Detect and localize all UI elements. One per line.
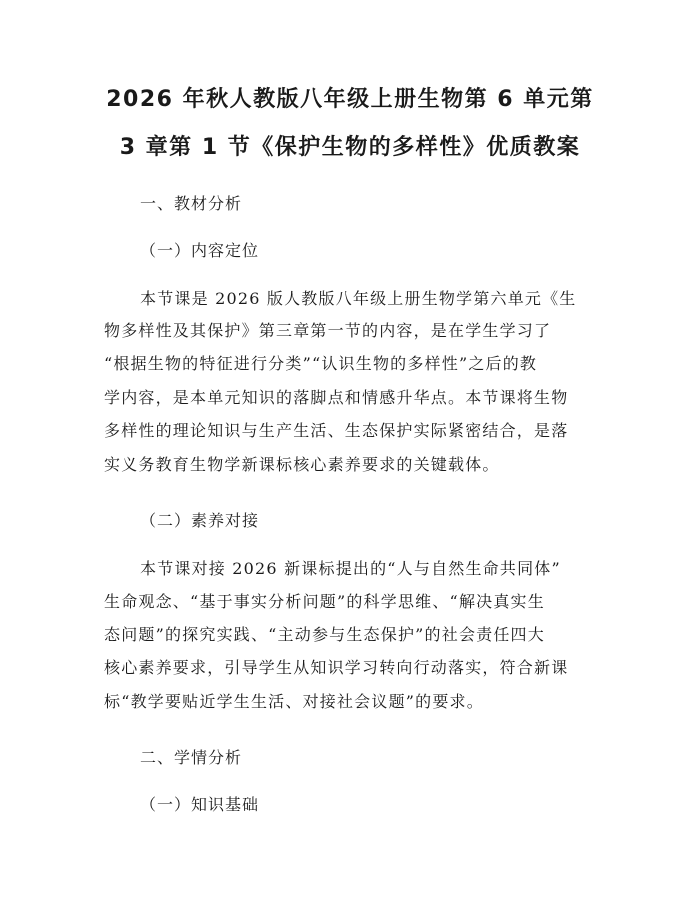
- paragraph-line: 学内容，是本单元知识的落脚点和情感升华点。本节课将生物: [104, 388, 569, 407]
- paragraph-line: 本节课是 2026 版人教版八年级上册生物学第六单元《生: [140, 289, 577, 308]
- paragraph-line: “根据生物的特征进行分类”“认识生物的多样性”之后的教: [104, 354, 538, 373]
- paragraph-line: 物多样性及其保护》第三章第一节的内容，是在学生学习了: [104, 321, 552, 340]
- subsection-heading-content-positioning: （一）内容定位: [140, 241, 260, 260]
- paragraph-line: 本节课对接 2026 新课标提出的“人与自然生命共同体”: [140, 559, 561, 578]
- subsection-heading-knowledge-basis: （一）知识基础: [140, 795, 260, 814]
- document-title-line-2: 3 章第 1 节《保护生物的多样性》优质教案: [119, 135, 581, 160]
- subsection-heading-literacy-connection: （二）素养对接: [140, 511, 260, 530]
- paragraph-line: 实义务教育生物学新课标核心素养要求的关键载体。: [104, 455, 500, 474]
- section-heading-learner-analysis: 二、学情分析: [140, 748, 243, 767]
- document-title-line-1: 2026 年秋人教版八年级上册生物第 6 单元第: [106, 87, 594, 112]
- paragraph-line: 生命观念、“基于事实分析问题”的科学思维、“解决真实生: [104, 592, 545, 611]
- paragraph-line: 态问题”的探究实践、“主动参与生态保护”的社会责任四大: [104, 625, 545, 644]
- paragraph-line: 核心素养要求，引导学生从知识学习转向行动落实，符合新课: [104, 658, 569, 677]
- paragraph-line: 标“教学要贴近学生生活、对接社会议题”的要求。: [104, 692, 484, 711]
- section-heading-textbook-analysis: 一、教材分析: [140, 194, 243, 213]
- paragraph-line: 多样性的理论知识与生产生活、生态保护实际紧密结合，是落: [104, 421, 569, 440]
